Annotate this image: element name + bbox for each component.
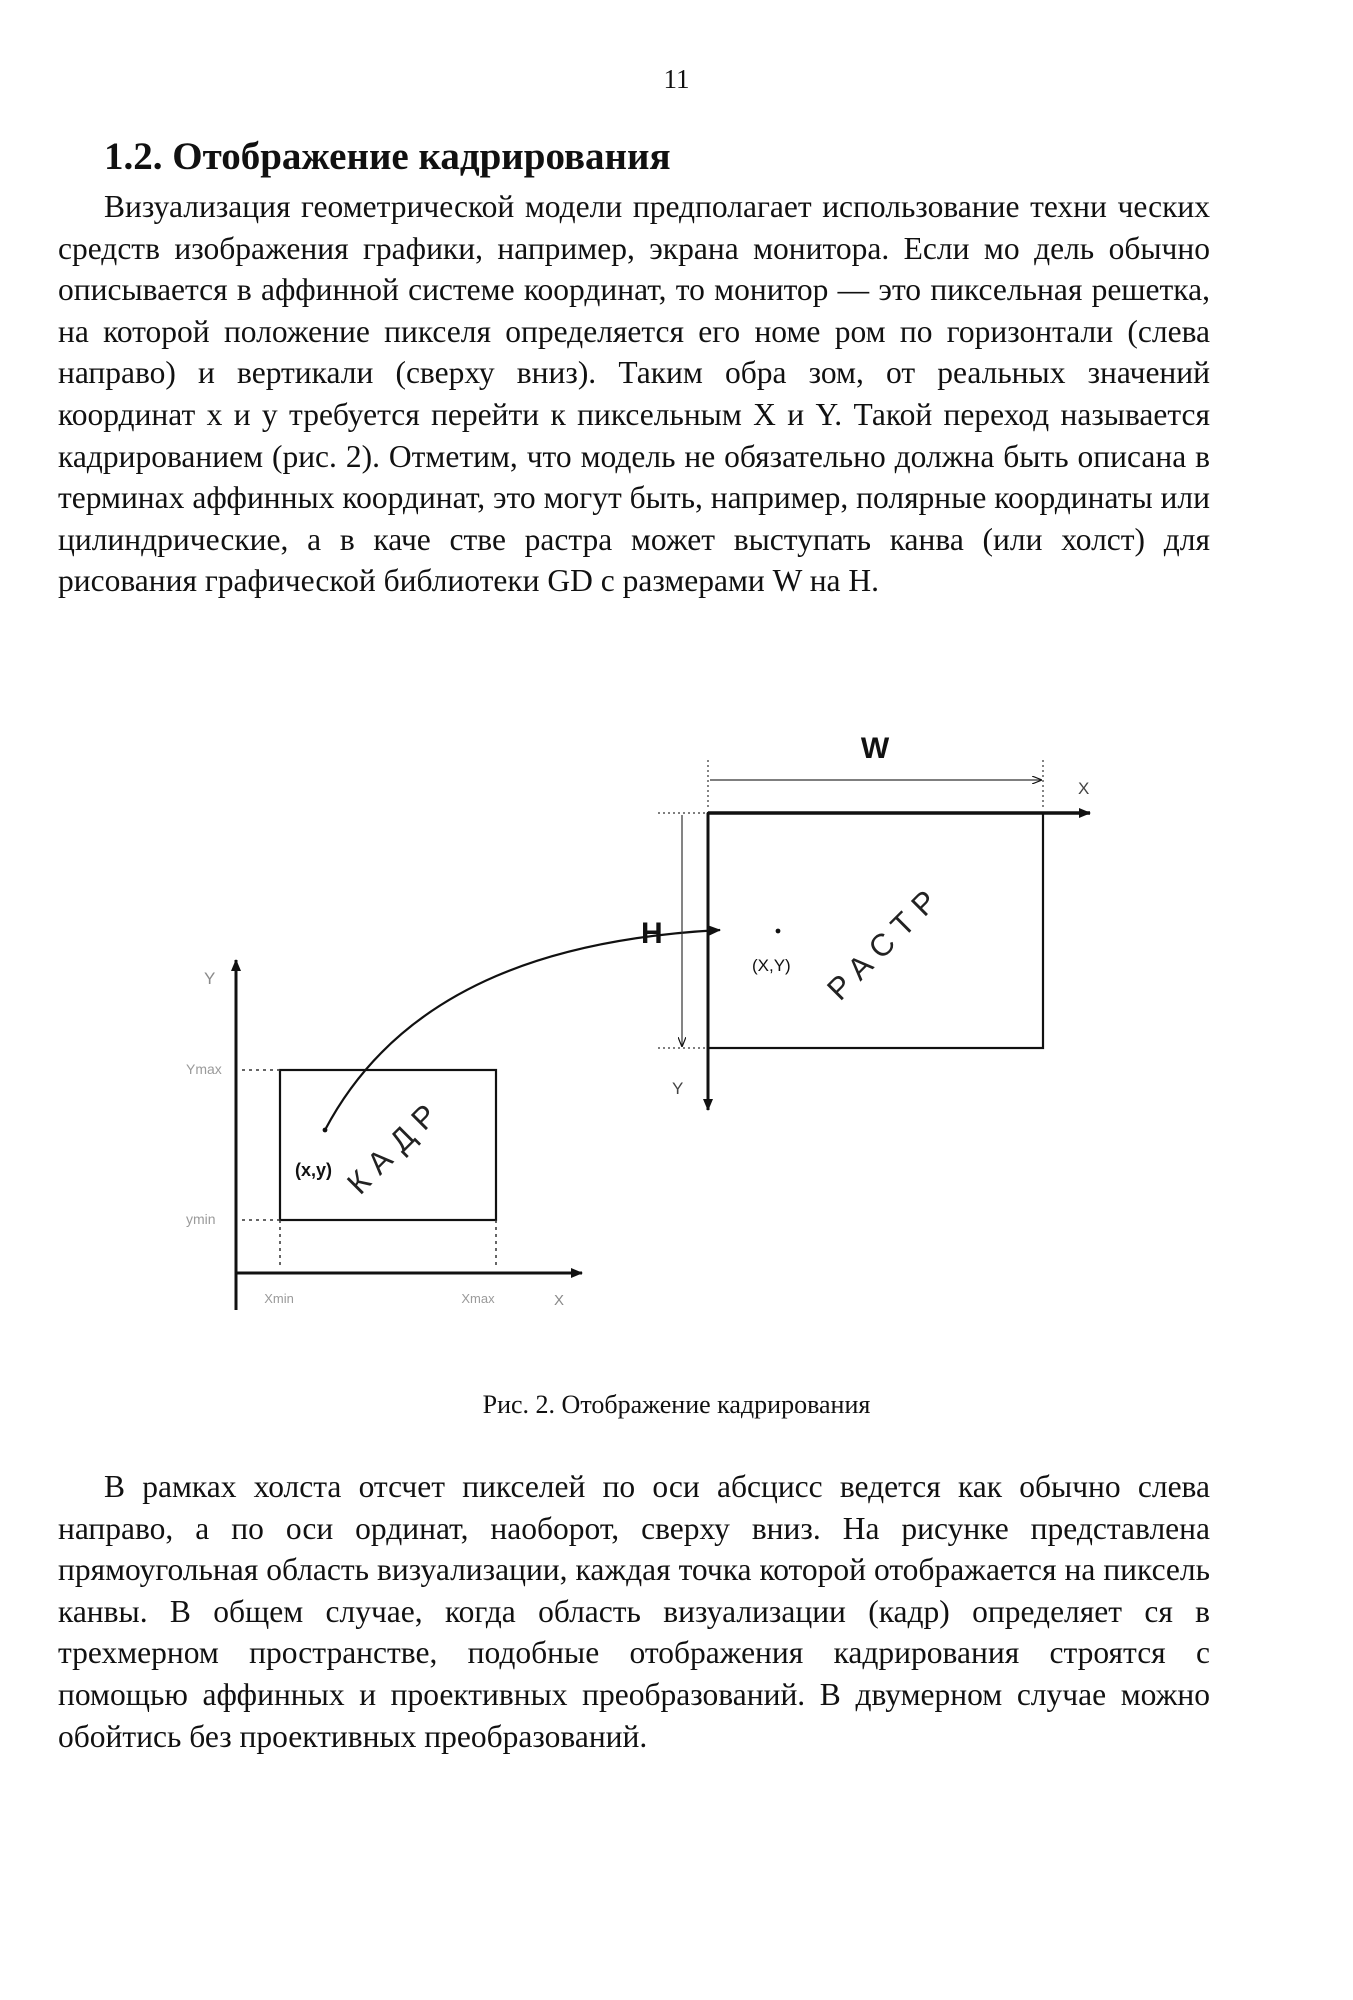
paragraph-line: помощью аффинных и проективных преобразований. В двумерном случае: [58, 1676, 1121, 1712]
raster-label: РАСТР: [820, 876, 951, 1007]
xmin-label: Xmin: [264, 1291, 294, 1306]
paragraph-canvas: [58, 1466, 1210, 1757]
figure-caption: Рис. 2. Отображение кадрирования: [482, 1390, 871, 1419]
paragraph-line: пиксель канвы. В общем случае, когда область визуализации (кадр) определяет: [58, 1552, 1210, 1629]
width-label: W: [860, 732, 890, 765]
paragraph-line: ся в трехмерном пространстве, подобные отображения кадрирования строятся с: [58, 1593, 1211, 1671]
frame-label: КАДР: [340, 1090, 451, 1201]
paragraph-line: прямоугольная область визуализации, каждая точка которой отображается на: [58, 1552, 1104, 1588]
ymin-label: ymin: [186, 1211, 216, 1227]
paragraph-line: ческих средств изображения графики, например, экрана монитора. Если мо: [58, 189, 1210, 266]
model-axis-y-label: Y: [204, 969, 216, 988]
paragraph-line: можно обойтись без проективных преобразований.: [58, 1676, 1210, 1754]
framing-diagram: [186, 718, 1120, 1318]
paragraph-line: зом, от реальных значений координат x и y требуется перейти к пиксельным X: [58, 355, 1211, 432]
paragraph-line: и Y. Такой переход называется кадрированием (рис. 2). Отметим, что модель: [58, 396, 1210, 474]
raster-axis-x-label: X: [1078, 779, 1090, 798]
paragraph-line: пиксельная решетка, на которой положение пикселя определяется его номе: [58, 272, 1210, 349]
paragraph-line: В рамках холста отсчет пикселей по оси абсцисс ведется как обычно слева: [104, 1469, 1210, 1504]
paragraph-line: могут быть, например, полярные координаты или цилиндрические, а в каче: [58, 480, 1210, 557]
paragraph-line: стве растра может выступать канва (или холст) для рисования графической: [58, 521, 1210, 599]
mapping-arc: [325, 930, 720, 1130]
raster-point: [776, 929, 781, 934]
paragraph-line: не обязательно должна быть описана в терминах аффинных координат, это: [58, 438, 1210, 516]
paragraph-intro: [58, 186, 1210, 602]
height-label: H: [641, 917, 663, 950]
paragraph-line: Визуализация геометрической модели предполагает использование техни: [104, 189, 1107, 224]
raster-axis-y-label: Y: [672, 1079, 684, 1098]
section-heading: 1.2. Отображение кадрирования: [104, 135, 671, 178]
raster-point-label: (X,Y): [752, 956, 791, 975]
ymax-label: Ymax: [186, 1061, 222, 1077]
model-axis-x-label: X: [554, 1292, 565, 1309]
paragraph-line: дель обычно описывается в аффинной системе координат, то монитор — это: [58, 230, 1211, 308]
paragraph-line: библиотеки GD с размерами W на H.: [383, 563, 880, 599]
page-number: 11: [663, 64, 690, 94]
paragraph-line: направо, а по оси ординат, наоборот, сверху вниз. На рисунке представлена: [58, 1510, 1210, 1546]
paragraph-line: ром по горизонтали (слева направо) и вертикали (сверху вниз). Таким обра: [58, 313, 1211, 391]
frame-point-label: (x,y): [295, 1160, 333, 1180]
xmax-label: Xmax: [461, 1291, 495, 1306]
